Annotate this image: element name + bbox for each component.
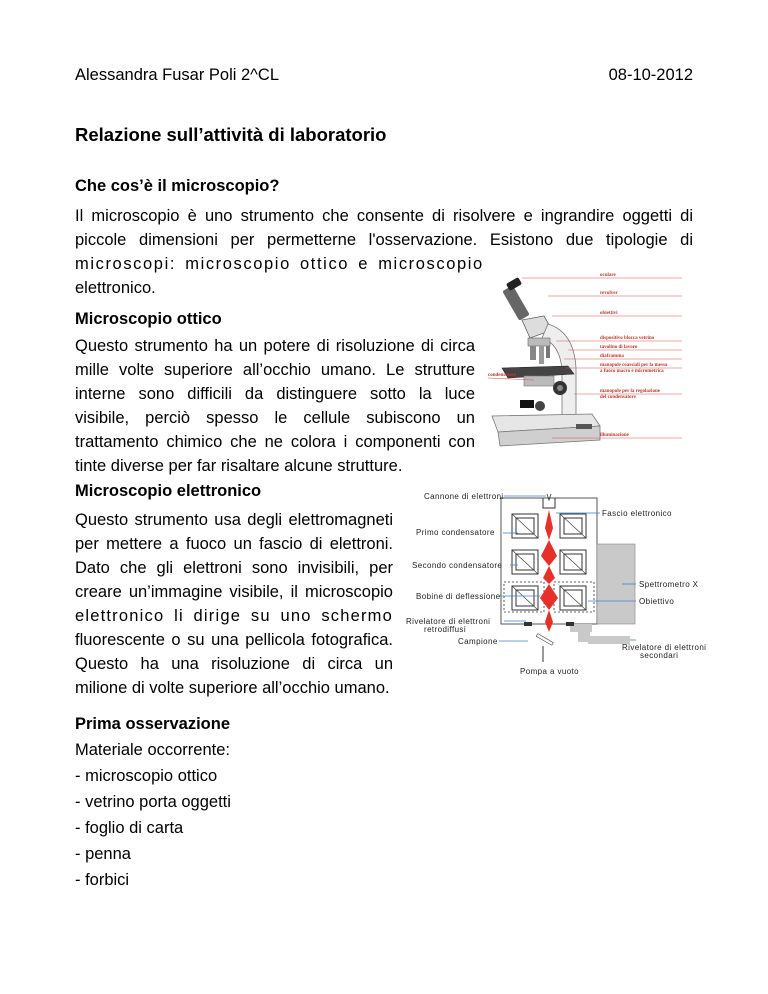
electron-label-left: Rivelatore di elettroni xyxy=(406,617,491,626)
list-item: - foglio di carta xyxy=(75,819,184,837)
optical-label: manopole per la regolazione xyxy=(600,389,660,394)
electronic-heading: Microscopio elettronico xyxy=(75,482,262,500)
electron-label-bottom: Pompa a vuoto xyxy=(520,667,580,676)
optical-line: trattamento chimico che ne colora i componenti con xyxy=(75,433,475,451)
optical-microscope-drawing xyxy=(492,277,600,446)
optical-label: obiettivi xyxy=(600,311,618,316)
optical-label: revolver xyxy=(600,291,618,296)
list-item: - vetrino porta oggetti xyxy=(75,793,231,811)
electronic-line: fluorescente o su una pellicola fotografica. xyxy=(75,631,393,649)
electron-label-right: Fascio elettronico xyxy=(602,509,672,518)
first-observation-heading: Prima osservazione xyxy=(75,715,230,733)
electron-microscope-figure xyxy=(400,486,718,678)
author-name: Alessandra Fusar Poli 2^CL xyxy=(75,66,280,84)
document-date: 08-10-2012 xyxy=(608,66,693,84)
optical-heading: Microscopio ottico xyxy=(75,310,222,328)
intro-line: elettronico. xyxy=(75,279,156,297)
electronic-line: Questo ha una risoluzione di circa un xyxy=(75,655,393,673)
intro-line: Il microscopio è uno strumento che consente di risolvere e ingrandire oggetti di xyxy=(75,207,693,225)
electron-beam xyxy=(540,510,558,632)
electronic-line: milione di volte superiore all’occhio umano. xyxy=(75,679,390,697)
electron-label-left: Bobine di deflessione xyxy=(416,592,501,601)
electron-label-left: Cannone di elettroni xyxy=(424,492,504,501)
optical-line: visibile, perciò spesso le cellule subiscono un xyxy=(75,409,475,427)
optical-label: a fuoco macro e micrometrica xyxy=(600,369,664,374)
optical-label: tavolino di lavoro xyxy=(600,345,638,350)
optical-label-condensatore: condensatore xyxy=(488,373,517,378)
electronic-line: elettronico li dirige su uno schermo xyxy=(75,607,393,625)
optical-label: diaframma xyxy=(600,354,624,359)
optical-paragraph xyxy=(75,334,475,478)
electron-label-left: Campione xyxy=(458,637,498,646)
list-item: - forbici xyxy=(75,871,130,889)
electron-label-right: Rivelatore di elettroni xyxy=(622,643,707,652)
optical-line: interne sono difficili da distinguere sotto la luce xyxy=(75,385,475,403)
electron-label-left: Secondo condensatore xyxy=(412,561,503,570)
optical-line: tinte diverse per far risaltare alcune strutture. xyxy=(75,457,403,475)
optical-line: Questo strumento ha un potere di risoluzione di circa xyxy=(75,337,475,355)
optical-label: manopole coassiali per la messa xyxy=(600,363,668,368)
materials-label: Materiale occorrente: xyxy=(75,741,230,759)
list-item: - penna xyxy=(75,845,131,863)
optical-label: del condensatore xyxy=(600,395,636,400)
electronic-line: creare un’immagine visibile, il microscopio xyxy=(75,583,393,601)
electron-label-left: retrodiffusi xyxy=(424,625,467,634)
list-item: - microscopio ottico xyxy=(75,767,218,785)
page-title: Relazione sull’attività di laboratorio xyxy=(75,124,387,145)
electron-label-right: Obiettivo xyxy=(639,597,675,606)
intro-line: microscopi: microscopio ottico e microscopio xyxy=(75,255,484,273)
optical-label: oculare xyxy=(600,273,616,278)
electron-label-right: Spettrometro X xyxy=(639,580,699,589)
electronic-line: Dato che gli elettroni sono invisibili, per xyxy=(75,559,393,577)
electron-label-right: secondari xyxy=(640,651,679,660)
materials-list xyxy=(75,767,231,897)
electronic-paragraph xyxy=(75,508,393,700)
intro-heading: Che cos’è il microscopio? xyxy=(75,177,280,195)
electronic-line: per mettere a fuoco un fascio di elettroni. xyxy=(75,535,393,553)
electron-label-left: Primo condensatore xyxy=(416,528,495,537)
electronic-line: Questo strumento usa degli elettromagneti xyxy=(75,511,393,529)
intro-line: piccole dimensioni per permetterne l'osservazione. Esistono due tipologie di xyxy=(75,231,693,249)
optical-label: illuminazione xyxy=(600,433,629,438)
optical-line: mille volte superiore all’occhio umano. Le strutture xyxy=(75,361,475,379)
optical-label: dispositivo blocca vetrino xyxy=(600,336,655,341)
optical-microscope-figure xyxy=(482,268,692,468)
